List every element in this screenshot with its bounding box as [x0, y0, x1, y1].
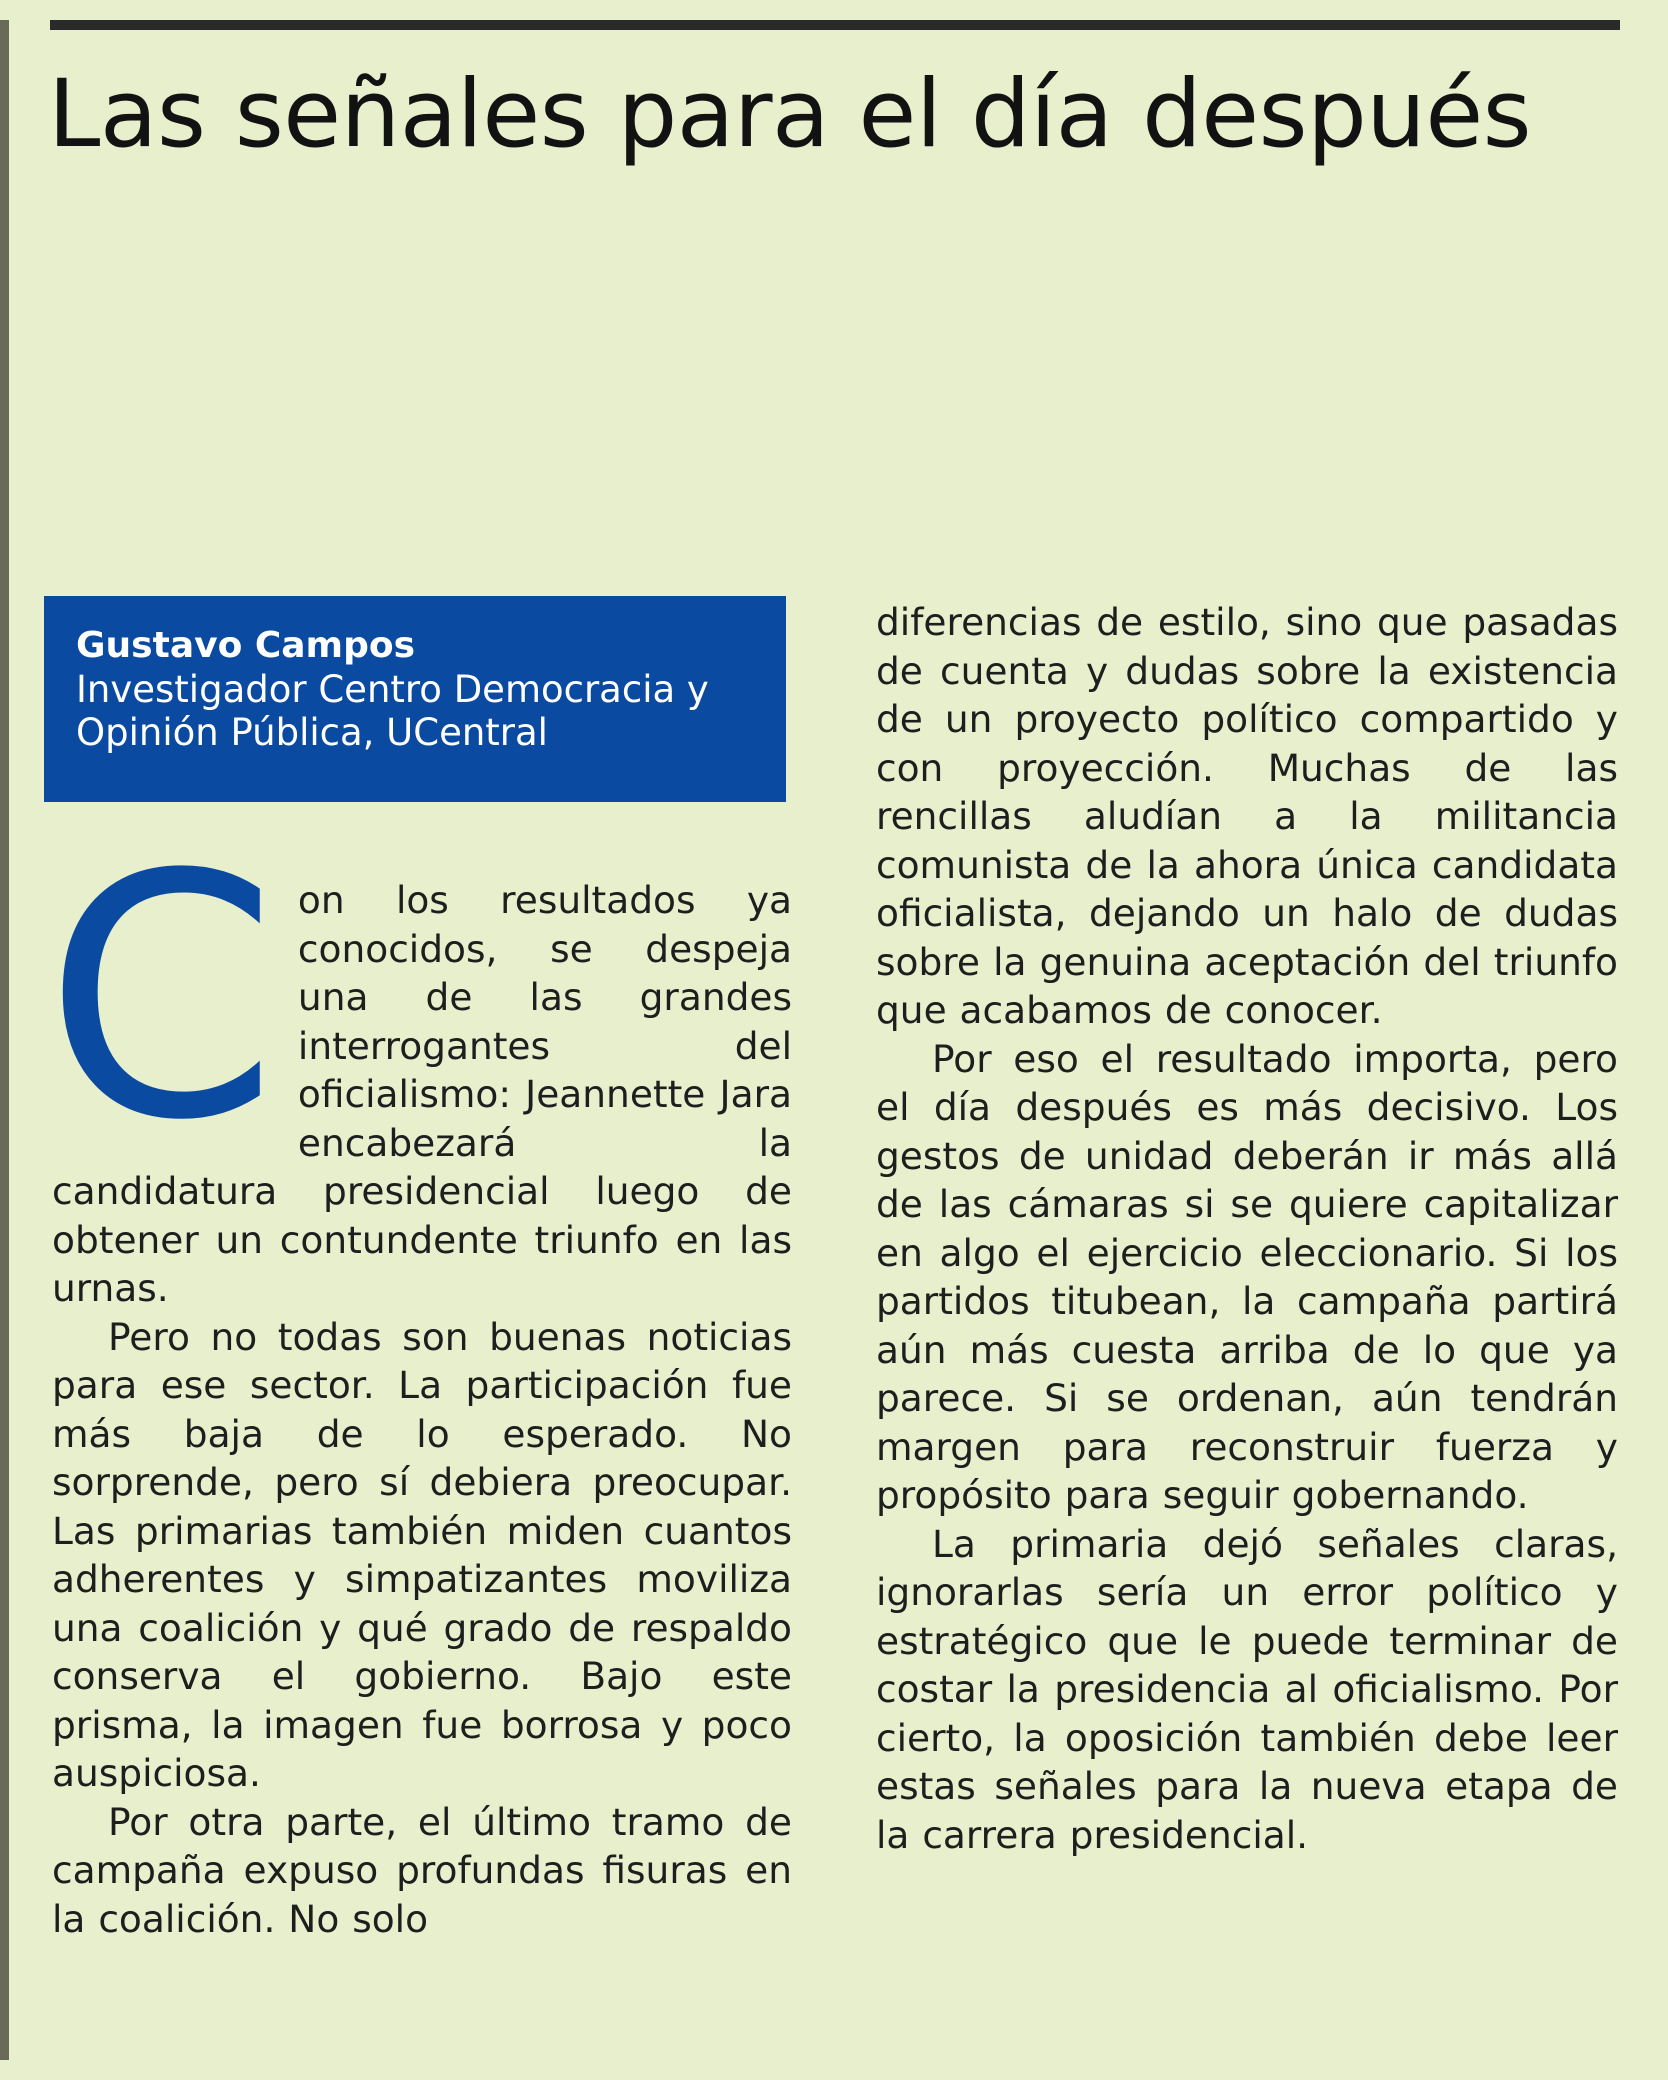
article-column-left	[44, 804, 792, 1943]
drop-cap: C	[44, 804, 278, 1194]
article-paragraph: Pero no todas son buenas noticias para ese sector. La participación fue más baja de lo esperado. No sorprende, pero sí debiera preocupar. Las primarias también miden cuantos adherentes y simpatizantes moviliza una coalición y qué grado de respaldo conserva el gobierno. Bajo este prisma, la imagen fue borrosa y poco auspiciosa.	[52, 1314, 792, 1795]
headline-top-rule	[50, 20, 1620, 30]
paragraph-text: on los resultados ya conocidos, se despeja una de las grandes interrogantes del oficialismo: Jeannette Jara encabezará la candidatura presidencial luego de obtener un contundente triunfo en las urnas.	[52, 878, 792, 1310]
article-paragraph: Por eso el resultado importa, pero el día después es más decisivo. Los gestos de unidad deberán ir más allá de las cámaras si se quiere capitalizar en algo el ejercicio eleccionario. Si los partidos titubean, la campaña partirá aún más cuesta arriba de lo que ya parece. Si se ordenan, aún tendrán margen para reconstruir fuerza y propósito para seguir gobernando.	[876, 1036, 1618, 1517]
author-byline-box	[44, 596, 786, 802]
page-left-border	[0, 20, 9, 2060]
author-name: Gustavo Campos	[76, 625, 415, 666]
article-paragraph: Por otra parte, el último tramo de campaña expuso profundas fisuras en la coalición. No solo	[52, 1799, 792, 1941]
author-role: Investigador Centro Democracia y Opinión Pública, UCentral	[76, 668, 709, 754]
article-headline: Las señales para el día después	[48, 60, 1532, 169]
article-paragraph-continued: diferencias de estilo, sino que pasadas de cuenta y dudas sobre la existencia de un proyecto político compartido y con proyección. Muchas de las rencillas aludían a la militancia comunista de la ahora única candidata oficialista, dejando un halo de dudas sobre la genuina aceptación del triunfo que acabamos de conocer.	[876, 600, 1618, 1032]
article-paragraph	[44, 804, 792, 1313]
article-paragraph: La primaria dejó señales claras, ignorarlas sería un error político y estratégico que le puede terminar de costar la presidencia al oficialismo. Por cierto, la oposición también debe leer estas señales para la nueva etapa de la carrera presidencial.	[876, 1521, 1618, 1857]
article-column-right	[876, 598, 1618, 1859]
